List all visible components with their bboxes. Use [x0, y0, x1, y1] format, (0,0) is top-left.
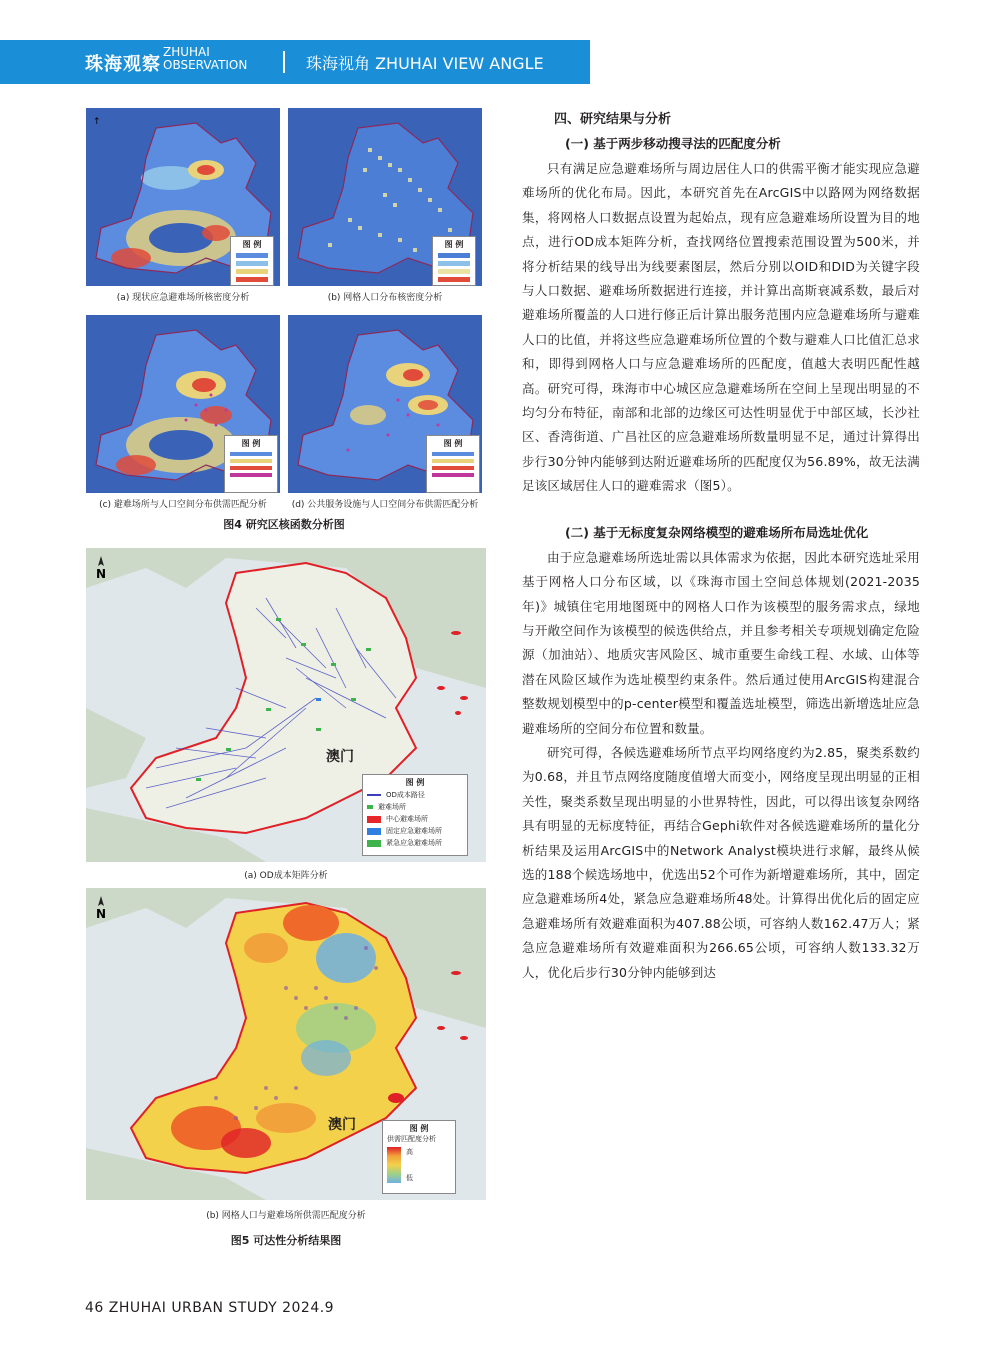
header-divider	[283, 51, 285, 73]
figure5-caption-b: (b) 网格人口与避难场所供需匹配度分析	[206, 1211, 366, 1221]
figure4-panel-d-map	[288, 315, 482, 493]
legend-title: 图 例	[444, 240, 464, 249]
figure4-caption-d: (d) 公共服务设施与人口空间分布供需匹配分析	[291, 500, 479, 510]
paragraph: 由于应急避难场所选址需以具体需求为依据，因此本研究选址采用基于网格人口分布区域，以《珠海市国土空间总体规划(2021-2035年)》城镇住宅用地图斑中的网格人口作为该模型的服务需求点，绿地与开敞空间作为该模型的候选供给点，并且参考相关专项规划确定危险源（加油站）、地质灾害风险区、城市重要生命线工程、水域、山体等潜在风险区域作为选址模型约束条件。然后通过使用ArcGIS构建混合整数规划模型中的p-center模型和覆盖选址模型，筛选出新增选址应急避难场所的空间分布位置和数量。	[522, 549, 920, 736]
legend-gradient	[387, 1147, 401, 1183]
legend-label: 固定应急避难场所	[386, 827, 442, 835]
legend-label: 中心避难场所	[386, 815, 428, 823]
figure4-caption-b: (b) 网格人口分布核密度分析	[327, 293, 443, 303]
legend-label: OD成本路径	[386, 791, 425, 799]
svg-text:N: N	[96, 567, 107, 581]
page-header-bar	[0, 40, 590, 84]
legend-low: 低	[406, 1174, 413, 1182]
column-title: 珠海视角 ZHUHAI VIEW ANGLE	[306, 54, 544, 73]
legend-title: 图 例	[409, 1124, 429, 1133]
figure4-caption-a: (a) 现状应急避难场所核密度分析	[116, 293, 250, 303]
article-column	[522, 108, 920, 985]
figure4a-legend	[230, 236, 274, 286]
legend-label: 避难场所	[378, 803, 406, 811]
figure4-panel-c-map	[86, 315, 280, 493]
svg-text:N: N	[96, 907, 107, 921]
section-title-cn: 珠海观察	[85, 54, 161, 75]
figure4-caption-c: (c) 避难场所与人口空间分布供需匹配分析	[99, 500, 267, 510]
subsection-heading-1: (一) 基于两步移动搜寻法的匹配度分析	[565, 136, 781, 151]
section-title-en: ZHUHAI OBSERVATION	[163, 45, 248, 72]
section-heading: 四、研究结果与分析	[554, 112, 672, 127]
legend-item-emergency-shelter	[367, 838, 463, 848]
figure5a-legend	[362, 774, 468, 856]
legend-high: 高	[406, 1148, 413, 1156]
page-footer: 46 ZHUHAI URBAN STUDY 2024.9	[85, 1300, 335, 1316]
legend-item-od-path	[367, 790, 463, 800]
figure5-caption-a: (a) OD成本矩阵分析	[244, 871, 328, 881]
figure5-panel-a-map	[86, 548, 486, 862]
figure4c-legend	[224, 435, 278, 493]
figure5b-legend	[382, 1120, 456, 1194]
legend-title: 图 例	[443, 439, 463, 448]
legend-label: 紧急应急避难场所	[386, 839, 442, 847]
legend-title: 图 例	[242, 240, 262, 249]
legend-title: 图 例	[241, 439, 261, 448]
legend-item-central-shelter	[367, 814, 463, 824]
paragraph: 只有满足应急避难场所与周边居住人口的供需平衡才能实现应急避难场所的优化布局。因此，本研究首先在ArcGIS中以路网为网络数据集，将网格人口数据点设置为起始点，现有应急避难场所设置为目的地点，进行OD成本矩阵分析，查找网络位置搜索范围设置为500米，并将分析结果的线导出为线要素图层，然后分别以OID和DID为关键字段与人口数据、避难场所数据进行连接，并计算出高斯衰减系数，最后对避难场所覆盖的人口进行修正后计算出服务范围内应急避难场所与避难人口的比值，并将这些应急避难场所位置的个数与避难人口比值汇总求和，即得到网格人口与应急避难场所的匹配度，值越大表明匹配性越高。研究可得，珠海市中心城区应急避难场所在空间上呈现出明显的不均匀分布特征，南部和北部的边缘区可达性明显优于中部区域，长沙社区、香湾街道、广昌社区的应急避难场所数量明显不足，通过计算得出步行30分钟内能够到达附近避难场所的匹配度仅为56.89%，故无法满足该区域居住人口的避难需求（图5）。	[522, 161, 920, 494]
macau-label-b: 澳门	[328, 1117, 356, 1133]
macau-label-a: 澳门	[326, 749, 354, 765]
paragraph: 研究可得，各候选避难场所节点平均网络度约为2.85，聚类系数约为0.68，并且节点网络度随度值增大而变小，网络度呈现出明显的正相关性，聚类系数呈现出明显的小世界特性，因此，可以得出该复杂网络具有明显的无标度特征，再结合Gephi软件对各候选避难场所的量化分析结果及运用ArcGIS中的Network Analyst模块进行求解，最终从候选的188个候选场地中，优选出52个可作为新增避难场所，其中，固定应急避难场所4处，紧急应急避难场所48处。计算得出优化后的固定应急避难场所有效避难面积为407.88公顷，可容纳人数162.47万人；紧急应急避难场所有效避难面积为266.65公顷，可容纳人数133.32万人，优化后步行30分钟内能够到达	[522, 744, 920, 980]
figure4b-legend	[432, 236, 476, 286]
figure4-panel-a-map	[86, 108, 280, 286]
legend-item-shelter	[367, 802, 463, 812]
svg-text:↑: ↑	[93, 117, 101, 127]
figure4-panel-b-map	[288, 108, 482, 286]
spacer	[522, 499, 920, 523]
legend-title: 图 例	[405, 778, 425, 787]
figure5-title: 图5 可达性分析结果图	[230, 1234, 342, 1247]
subsection-heading-2: (二) 基于无标度复杂网络模型的避难场所布局选址优化	[565, 524, 869, 540]
figure4-title: 图4 研究区核函数分析图	[223, 518, 345, 531]
legend-item-fixed-shelter	[367, 826, 463, 836]
legend-subtitle: 供需匹配度分析	[387, 1135, 436, 1143]
figure5-panel-b-map	[86, 888, 486, 1200]
figure4d-legend	[426, 435, 480, 493]
